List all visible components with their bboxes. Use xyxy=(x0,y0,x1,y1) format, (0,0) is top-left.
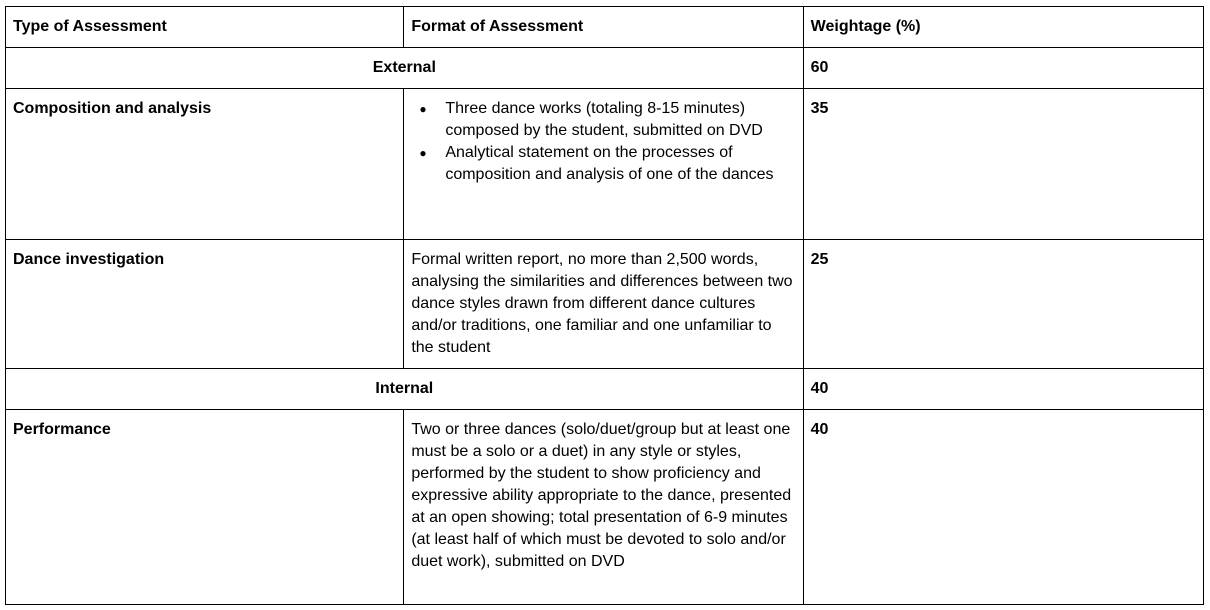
investigation-type: Dance investigation xyxy=(6,240,404,369)
table-row-investigation xyxy=(6,240,1204,369)
composition-weight: 35 xyxy=(803,89,1203,240)
composition-type: Composition and analysis xyxy=(6,89,404,240)
header-type-of-assessment: Type of Assessment xyxy=(6,7,404,48)
investigation-format: Formal written report, no more than 2,500 words, analysing the similarities and differences between two dance styles drawn from different dance cultures and/or traditions, one familiar and one unfamiliar to the student xyxy=(404,240,803,369)
internal-section-row xyxy=(6,369,1204,410)
table-row-performance xyxy=(6,410,1204,605)
header-format-of-assessment: Format of Assessment xyxy=(404,7,803,48)
internal-weight: 40 xyxy=(803,369,1203,410)
internal-label: Internal xyxy=(6,369,804,410)
external-label: External xyxy=(6,48,804,89)
list-item: ● Three dance works (totaling 8-15 minutes) composed by the student, submitted on DVD xyxy=(445,98,795,142)
composition-format-list xyxy=(411,98,795,186)
performance-weight: 40 xyxy=(803,410,1203,605)
header-row xyxy=(6,7,1204,48)
assessment-table xyxy=(5,6,1204,605)
table-row-composition xyxy=(6,89,1204,240)
header-weightage: Weightage (%) xyxy=(803,7,1203,48)
list-item: ● Analytical statement on the processes of composition and analysis of one of the dances xyxy=(445,142,795,186)
investigation-weight: 25 xyxy=(803,240,1203,369)
composition-format xyxy=(404,89,803,240)
external-section-row xyxy=(6,48,1204,89)
performance-type: Performance xyxy=(6,410,404,605)
performance-format: Two or three dances (solo/duet/group but at least one must be a solo or a duet) in any style or styles, performed by the student to show proficiency and expressive ability appropriate to the dance, presented at an open showing; total presentation of 6-9 minutes (at least half of which must be devoted to solo and/or duet work), submitted on DVD xyxy=(404,410,803,605)
external-weight: 60 xyxy=(803,48,1203,89)
